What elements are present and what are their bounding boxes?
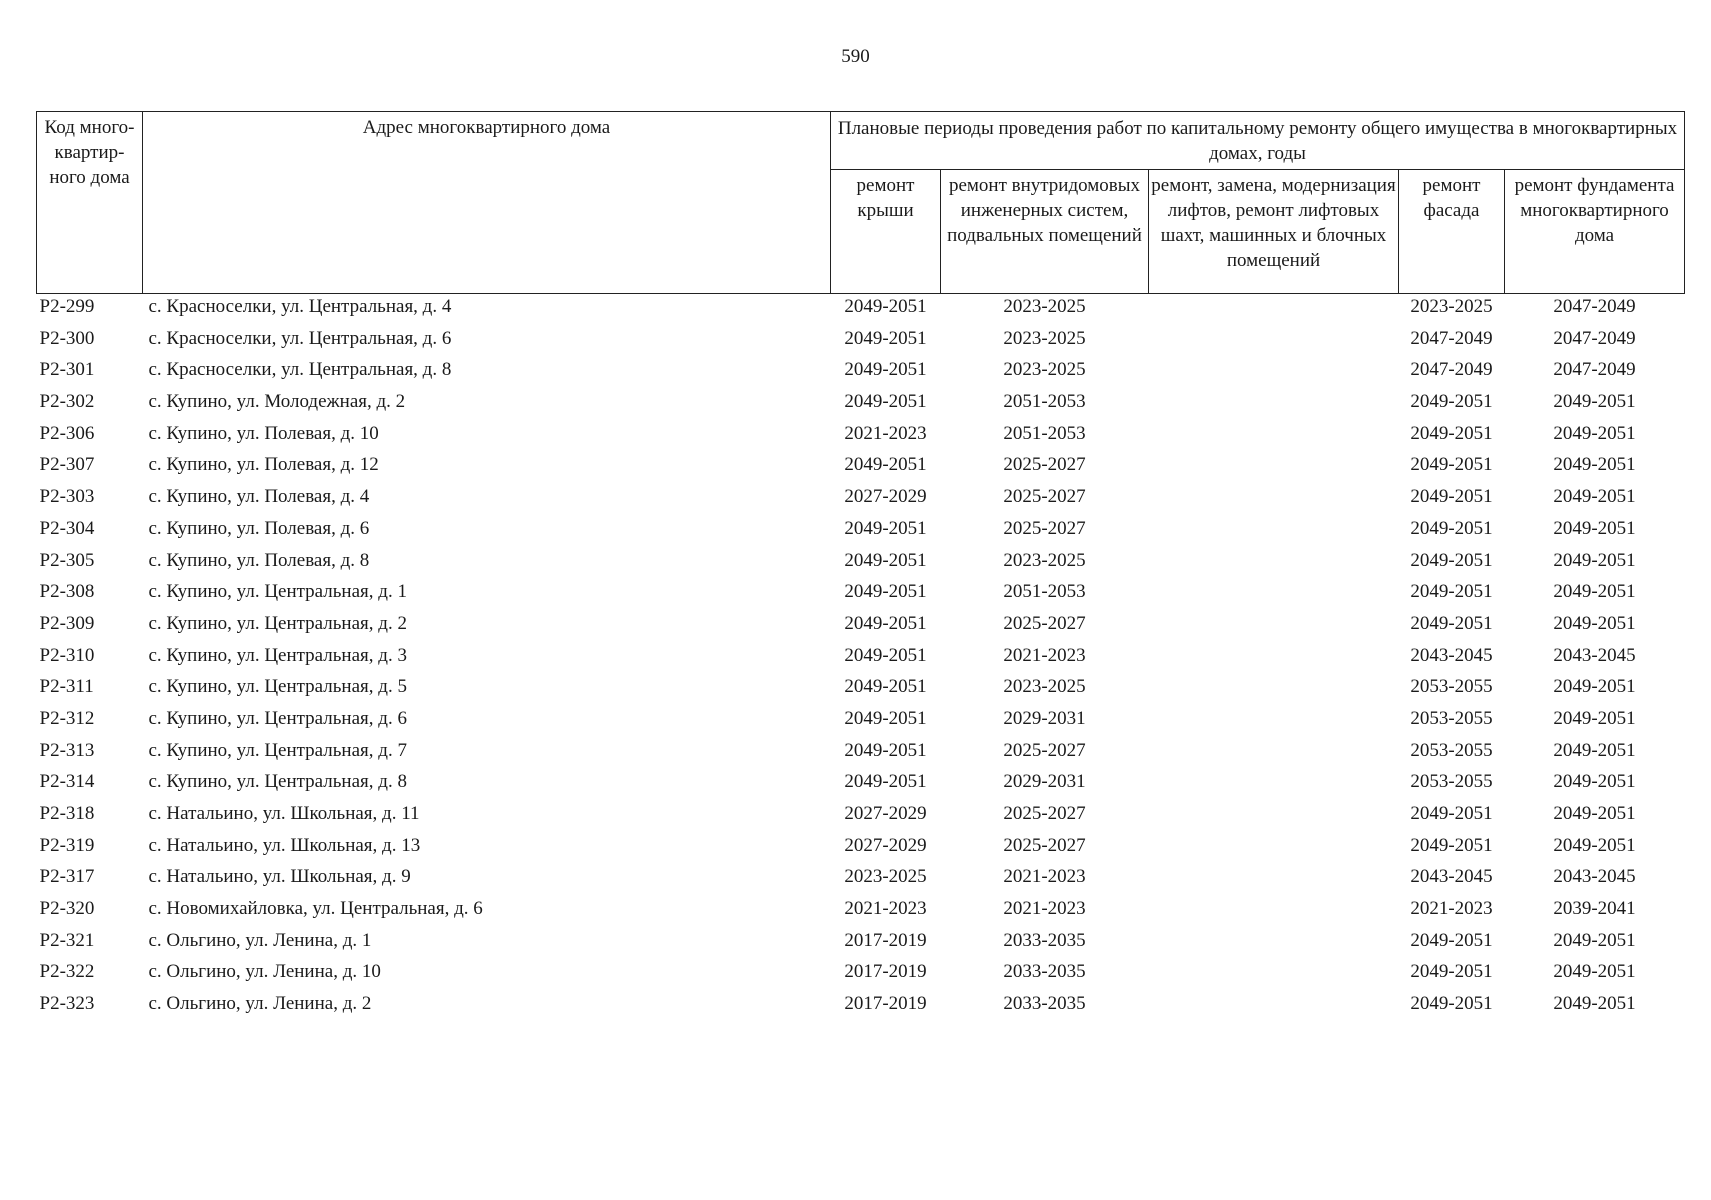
cell-foundation: 2047-2049 [1553,296,1636,317]
cell-roof: 2049-2051 [844,517,927,539]
cell-roof: 2049-2051 [844,676,927,698]
cell-code: Р2-317 [39,866,95,888]
cell-engineering: 2025-2027 [1003,612,1086,634]
cell-roof: 2021-2023 [844,422,927,444]
cell-roof: 2049-2051 [844,391,927,413]
cell-code: Р2-313 [39,739,95,761]
cell-foundation: 2043-2045 [1553,866,1636,888]
table-row [37,738,1685,770]
cell-address: с. Купино, ул. Полевая, д. 8 [148,549,370,571]
cell-lifts [1149,833,1399,865]
cell-engineering: 2025-2027 [1003,486,1086,508]
cell-roof: 2049-2051 [844,296,927,317]
cell-code: Р2-306 [39,422,95,444]
cell-lifts [1149,991,1399,1023]
table-row [37,769,1685,801]
cell-address: с. Купино, ул. Центральная, д. 5 [148,676,407,698]
cell-facade: 2021-2023 [1410,898,1493,920]
cell-facade: 2023-2025 [1410,296,1493,317]
cell-foundation: 2047-2049 [1553,327,1636,349]
header-planned-periods: Плановые периоды проведения работ по капитальному ремонту общего имущества в многоквартирных домах, годы [831,112,1685,170]
cell-facade: 2043-2045 [1410,866,1493,888]
cell-lifts [1149,643,1399,675]
cell-roof: 2017-2019 [844,929,927,951]
table-row [37,452,1685,484]
cell-facade: 2049-2051 [1410,454,1493,476]
cell-roof: 2027-2029 [844,803,927,824]
cell-code: Р2-319 [39,834,95,856]
cell-facade: 2049-2051 [1410,391,1493,413]
cell-code: Р2-299 [39,296,95,317]
cell-roof: 2049-2051 [844,612,927,634]
cell-engineering: 2051-2053 [1003,391,1086,413]
cell-code: Р2-305 [39,549,95,571]
cell-code: Р2-308 [39,581,95,603]
cell-code: Р2-318 [39,803,95,824]
cell-engineering: 2029-2031 [1003,707,1086,729]
cell-foundation: 2049-2051 [1553,422,1636,444]
table-row [37,326,1685,358]
header-address: Адрес многоквартирного дома [143,112,831,294]
cell-address: с. Натальино, ул. Школьная, д. 9 [148,866,411,888]
cell-lifts [1149,769,1399,801]
cell-code: Р2-302 [39,391,95,413]
cell-roof: 2049-2051 [844,359,927,381]
cell-facade: 2049-2051 [1410,581,1493,603]
cell-address: с. Натальино, ул. Школьная, д. 13 [148,834,421,856]
cell-engineering: 2021-2023 [1003,866,1086,888]
cell-lifts [1149,801,1399,833]
cell-engineering: 2023-2025 [1003,676,1086,698]
cell-code: Р2-311 [39,676,94,698]
cell-roof: 2049-2051 [844,771,927,793]
cell-engineering: 2021-2023 [1003,898,1086,920]
cell-engineering: 2033-2035 [1003,961,1086,983]
cell-engineering: 2051-2053 [1003,581,1086,603]
cell-facade: 2053-2055 [1410,771,1493,793]
cell-roof: 2023-2025 [844,866,927,888]
cell-roof: 2049-2051 [844,644,927,666]
cell-lifts [1149,326,1399,358]
cell-address: с. Натальино, ул. Школьная, д. 11 [148,803,420,824]
cell-foundation: 2049-2051 [1553,612,1636,634]
cell-facade: 2049-2051 [1410,612,1493,634]
table-row [37,294,1685,326]
cell-roof: 2027-2029 [844,834,927,856]
header-engineering: ремонт внутридомовых инженерных систем, подвальных помещений [941,170,1149,294]
cell-engineering: 2023-2025 [1003,549,1086,571]
cell-engineering: 2021-2023 [1003,644,1086,666]
cell-foundation: 2049-2051 [1553,486,1636,508]
cell-roof: 2017-2019 [844,961,927,983]
cell-engineering: 2033-2035 [1003,929,1086,951]
cell-foundation: 2049-2051 [1553,391,1636,413]
cell-lifts [1149,674,1399,706]
cell-address: с. Купино, ул. Центральная, д. 2 [148,612,407,634]
header-foundation: ремонт фундамента многоквартирного дома [1505,170,1685,294]
cell-roof: 2017-2019 [844,993,927,1015]
cell-foundation: 2049-2051 [1553,771,1636,793]
table-row [37,389,1685,421]
cell-engineering: 2023-2025 [1003,359,1086,381]
cell-engineering: 2051-2053 [1003,422,1086,444]
table-header [37,112,1685,294]
table-row [37,548,1685,580]
cell-code: Р2-322 [39,961,95,983]
cell-roof: 2049-2051 [844,707,927,729]
cell-lifts [1149,548,1399,580]
cell-facade: 2049-2051 [1410,803,1493,824]
cell-code: Р2-304 [39,517,95,539]
cell-foundation: 2049-2051 [1553,803,1636,824]
table-row [37,516,1685,548]
table-row [37,706,1685,738]
table-row [37,484,1685,516]
cell-address: с. Купино, ул. Центральная, д. 1 [148,581,407,603]
cell-facade: 2049-2051 [1410,961,1493,983]
cell-engineering: 2025-2027 [1003,517,1086,539]
table-row [37,801,1685,833]
table-row [37,864,1685,896]
table-row [37,896,1685,928]
header-code: Код много-квартир-ного дома [37,112,143,294]
cell-address: с. Красноселки, ул. Центральная, д. 4 [148,296,452,317]
cell-foundation: 2049-2051 [1553,961,1636,983]
cell-foundation: 2049-2051 [1553,517,1636,539]
cell-facade: 2049-2051 [1410,486,1493,508]
cell-lifts [1149,959,1399,991]
cell-address: с. Красноселки, ул. Центральная, д. 6 [148,327,452,349]
cell-code: Р2-312 [39,707,95,729]
cell-code: Р2-309 [39,612,95,634]
cell-engineering: 2025-2027 [1003,454,1086,476]
cell-lifts [1149,896,1399,928]
cell-lifts [1149,864,1399,896]
cell-facade: 2049-2051 [1410,517,1493,539]
page-number: 590 [841,46,870,67]
cell-address: с. Купино, ул. Полевая, д. 10 [148,422,379,444]
cell-code: Р2-303 [39,486,95,508]
cell-code: Р2-323 [39,993,95,1015]
cell-foundation: 2039-2041 [1553,898,1636,920]
table-row [37,611,1685,643]
cell-code: Р2-314 [39,771,95,793]
cell-lifts [1149,928,1399,960]
cell-engineering: 2029-2031 [1003,771,1086,793]
cell-facade: 2047-2049 [1410,327,1493,349]
cell-foundation: 2049-2051 [1553,454,1636,476]
cell-facade: 2049-2051 [1410,549,1493,571]
cell-roof: 2049-2051 [844,549,927,571]
cell-facade: 2049-2051 [1410,422,1493,444]
cell-address: с. Ольгино, ул. Ленина, д. 10 [148,961,381,983]
cell-foundation: 2049-2051 [1553,581,1636,603]
cell-foundation: 2049-2051 [1553,834,1636,856]
cell-lifts [1149,516,1399,548]
cell-facade: 2053-2055 [1410,676,1493,698]
cell-roof: 2049-2051 [844,454,927,476]
cell-roof: 2049-2051 [844,327,927,349]
table-row [37,833,1685,865]
cell-lifts [1149,706,1399,738]
cell-engineering: 2025-2027 [1003,739,1086,761]
cell-engineering: 2023-2025 [1003,296,1086,317]
cell-engineering: 2025-2027 [1003,834,1086,856]
cell-address: с. Ольгино, ул. Ленина, д. 2 [148,993,372,1015]
cell-facade: 2053-2055 [1410,707,1493,729]
cell-address: с. Купино, ул. Центральная, д. 6 [148,707,407,729]
table-row [37,357,1685,389]
cell-code: Р2-320 [39,898,95,920]
cell-engineering: 2025-2027 [1003,803,1086,824]
cell-lifts [1149,421,1399,453]
cell-code: Р2-307 [39,454,95,476]
cell-facade: 2047-2049 [1410,359,1493,381]
cell-roof: 2049-2051 [844,581,927,603]
cell-roof: 2027-2029 [844,486,927,508]
cell-foundation: 2049-2051 [1553,929,1636,951]
cell-foundation: 2049-2051 [1553,993,1636,1015]
header-lifts: ремонт, замена, модернизация лифтов, ремонт лифтовых шахт, машинных и блочных помещений [1149,170,1399,294]
cell-address: с. Новомихайловка, ул. Центральная, д. 6 [148,898,483,920]
table-row [37,991,1685,1023]
cell-lifts [1149,611,1399,643]
cell-roof: 2021-2023 [844,898,927,920]
table-row [37,579,1685,611]
cell-lifts [1149,484,1399,516]
cell-address: с. Купино, ул. Полевая, д. 4 [148,486,370,508]
table-row [37,928,1685,960]
cell-facade: 2049-2051 [1410,993,1493,1015]
cell-address: с. Купино, ул. Полевая, д. 6 [148,517,370,539]
cell-foundation: 2049-2051 [1553,707,1636,729]
table-body [37,294,1685,1023]
header-facade: ремонт фасада [1399,170,1505,294]
cell-address: с. Красноселки, ул. Центральная, д. 8 [148,359,452,381]
cell-foundation: 2049-2051 [1553,739,1636,761]
cell-foundation: 2047-2049 [1553,359,1636,381]
table-row [37,643,1685,675]
cell-code: Р2-300 [39,327,95,349]
cell-facade: 2053-2055 [1410,739,1493,761]
cell-address: с. Ольгино, ул. Ленина, д. 1 [148,929,372,951]
cell-engineering: 2023-2025 [1003,327,1086,349]
cell-foundation: 2049-2051 [1553,549,1636,571]
capital-repair-table [36,111,1685,1023]
cell-lifts [1149,452,1399,484]
table-row [37,421,1685,453]
table-row [37,959,1685,991]
table-row [37,674,1685,706]
cell-lifts [1149,294,1399,326]
cell-roof: 2049-2051 [844,739,927,761]
cell-facade: 2049-2051 [1410,834,1493,856]
cell-lifts [1149,579,1399,611]
cell-address: с. Купино, ул. Полевая, д. 12 [148,454,379,476]
cell-lifts [1149,357,1399,389]
cell-facade: 2043-2045 [1410,644,1493,666]
cell-engineering: 2033-2035 [1003,993,1086,1015]
cell-address: с. Купино, ул. Центральная, д. 3 [148,644,407,666]
cell-address: с. Купино, ул. Центральная, д. 7 [148,739,407,761]
cell-foundation: 2049-2051 [1553,676,1636,698]
cell-code: Р2-321 [39,929,95,951]
cell-lifts [1149,389,1399,421]
cell-code: Р2-301 [39,359,95,381]
cell-foundation: 2043-2045 [1553,644,1636,666]
cell-address: с. Купино, ул. Молодежная, д. 2 [148,391,406,413]
cell-address: с. Купино, ул. Центральная, д. 8 [148,771,407,793]
cell-facade: 2049-2051 [1410,929,1493,951]
cell-lifts [1149,738,1399,770]
header-roof: ремонт крыши [831,170,941,294]
cell-code: Р2-310 [39,644,95,666]
